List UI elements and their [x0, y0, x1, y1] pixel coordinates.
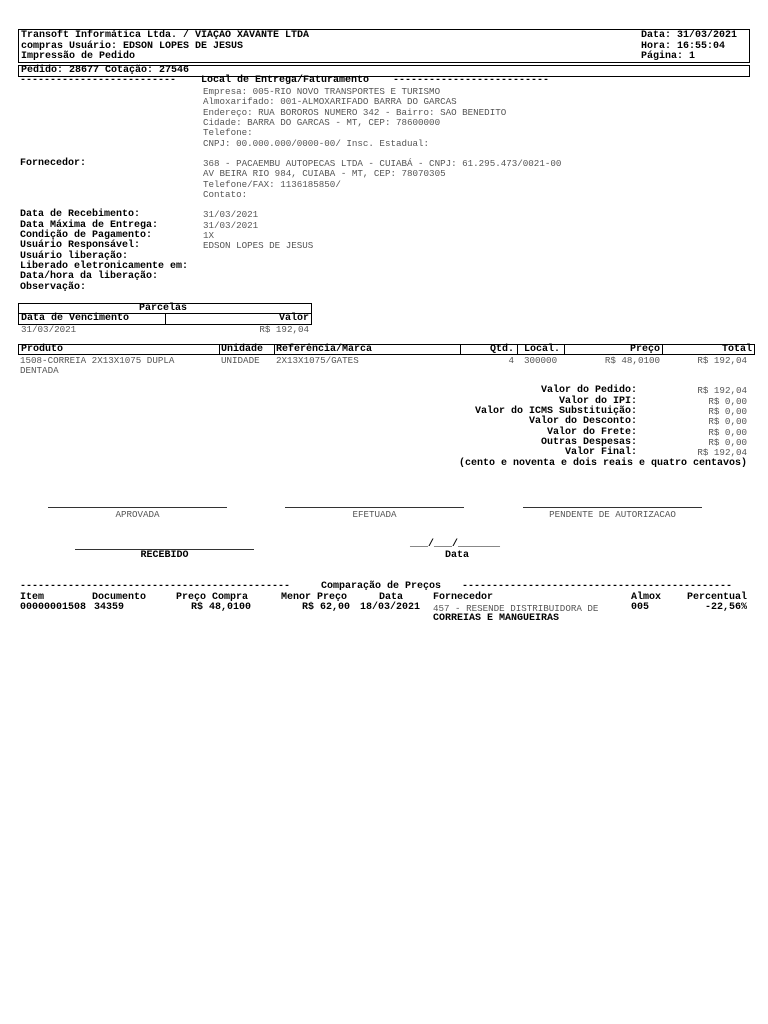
cmp-documento: 34359 — [94, 602, 125, 613]
valor-pedido-label: Valor do Pedido: — [540, 385, 637, 396]
product-unidade: UNIDADE — [221, 355, 260, 366]
cmp-item: 00000001508 — [20, 602, 87, 613]
cmp-menor-preco: R$ 62,00 — [301, 602, 350, 613]
responsavel-value: EDSON LOPES DE JESUS — [203, 240, 314, 251]
valor-extenso: (cento e noventa e dois reais e quatro centavos) — [458, 458, 747, 469]
cmp-col-menor-preco: Menor Preço — [281, 592, 348, 603]
parcela-valor: R$ 192,04 — [259, 324, 309, 335]
cmp-col-data: Data — [379, 592, 404, 603]
product-total: R$ 192,04 — [697, 355, 747, 366]
label-pendente: PENDENTE DE AUTORIZACAO — [549, 509, 676, 520]
icms-value: R$ 0,00 — [708, 406, 747, 417]
signature-line-pendente — [523, 507, 702, 508]
product-name-line2: DENTADA — [20, 365, 59, 376]
col-referencia: Referência/Marca — [276, 344, 373, 355]
frete-label: Valor do Frete: — [546, 427, 637, 438]
delivery-almoxarifado: Almoxarifado: 001-ALMOXARIFADO BARRA DO GARCAS — [203, 96, 457, 107]
cmp-fornecedor-line1: 457 - RESENDE DISTRIBUIDORA DE — [433, 603, 599, 614]
col-produto: Produto — [21, 344, 64, 355]
delivery-cidade: Cidade: BARRA DO GARCAS - MT, CEP: 78600000 — [203, 117, 441, 128]
cmp-col-documento: Documento — [92, 592, 147, 603]
date-blank: ___/___/_______ — [410, 539, 501, 550]
cmp-col-almox: Almox — [631, 592, 662, 603]
parcela-vencimento: 31/03/2021 — [21, 324, 77, 335]
delivery-dashes-right: -------------------------- — [393, 75, 550, 86]
delivery-cnpj: CNPJ: 00.000.000/0000-00/ Insc. Estadual: — [203, 138, 430, 149]
max-entrega-label: Data Máxima de Entrega: — [20, 220, 159, 231]
desconto-value: R$ 0,00 — [708, 416, 747, 427]
label-aprovada: APROVADA — [115, 509, 160, 520]
desconto-label: Valor do Desconto: — [528, 416, 637, 427]
cmp-data: 18/03/2021 — [360, 602, 421, 613]
report-date: Data: 31/03/2021 — [641, 30, 738, 41]
parcelas-title: Parcelas — [139, 303, 188, 314]
label-data: Data — [444, 550, 469, 561]
cmp-percentual: -22,56% — [704, 602, 747, 613]
supplier-line3: Telefone/FAX: 1136185850/ — [203, 179, 341, 190]
col-total: Total — [721, 344, 752, 355]
report-title: Impressão de Pedido — [21, 51, 136, 62]
pagamento-label: Condição de Pagamento: — [20, 230, 153, 241]
liberado-label: Liberado eletronicamente em: — [20, 261, 189, 272]
col-qtd: Qtd. — [489, 344, 514, 355]
delivery-section-title: Local de Entrega/Faturamento — [201, 75, 370, 86]
recebimento-label: Data de Recebimento: — [20, 209, 141, 220]
signature-line-aprovada — [48, 507, 227, 508]
col-unidade: Unidade — [221, 344, 264, 355]
recebimento-value: 31/03/2021 — [203, 209, 259, 220]
ipi-label: Valor do IPI: — [558, 396, 637, 407]
label-recebido: RECEBIDO — [140, 550, 189, 561]
product-name-line1: 1508-CORREIA 2X13X1075 DUPLA — [20, 355, 175, 366]
report-time: Hora: 16:55:04 — [641, 41, 726, 52]
responsavel-label: Usuário Responsável: — [20, 240, 141, 251]
product-qtd: 4 — [508, 355, 514, 366]
order-id: Pedido: 28677 Cotação: 27546 — [21, 65, 190, 76]
supplier-line2: AV BEIRA RIO 984, CUIABA - MT, CEP: 78070305 — [203, 168, 446, 179]
ipi-value: R$ 0,00 — [708, 396, 747, 407]
final-value: R$ 192,04 — [697, 447, 747, 458]
comparison-dashes-left: --------------------------------------------- — [20, 581, 291, 592]
observacao-label: Observação: — [20, 282, 87, 293]
cmp-col-preco-compra: Preço Compra — [176, 592, 249, 603]
supplier-line4: Contato: — [203, 189, 248, 200]
outras-label: Outras Despesas: — [540, 437, 637, 448]
comparison-dashes-right: --------------------------------------------- — [462, 581, 733, 592]
pagamento-value: 1X — [203, 230, 215, 241]
col-preco: Preço — [629, 344, 660, 355]
cmp-col-item: Item — [20, 592, 45, 603]
delivery-empresa: Empresa: 005-RIO NOVO TRANSPORTES E TURISMO — [203, 86, 441, 97]
parcelas-col-vencimento: Data de Vencimento — [21, 313, 130, 324]
max-entrega-value: 31/03/2021 — [203, 220, 259, 231]
delivery-dashes-left: -------------------------- — [20, 75, 177, 86]
supplier-label: Fornecedor: — [20, 158, 87, 169]
col-local: Local. — [524, 344, 561, 355]
user-line: compras Usuário: EDSON LOPES DE JESUS — [21, 41, 244, 52]
product-referencia: 2X13X1075/GATES — [276, 355, 359, 366]
frete-value: R$ 0,00 — [708, 427, 747, 438]
supplier-line1: 368 - PACAEMBU AUTOPECAS LTDA - CUIABÁ - CNPJ: 61.295.473/0021-00 — [203, 158, 562, 169]
product-preco: R$ 48,0100 — [604, 355, 660, 366]
cmp-col-fornecedor: Fornecedor — [433, 592, 494, 603]
delivery-telefone: Telefone: — [203, 127, 253, 138]
cmp-preco-compra: R$ 48,0100 — [190, 602, 251, 613]
product-local: 300000 — [524, 355, 558, 366]
parcelas-col-valor: Valor — [278, 313, 309, 324]
data-liberacao-label: Data/hora da liberação: — [20, 271, 159, 282]
final-label: Valor Final: — [564, 447, 637, 458]
label-efetuada: EFETUADA — [352, 509, 397, 520]
cmp-almox: 005 — [631, 602, 650, 613]
signature-line-efetuada — [285, 507, 464, 508]
cmp-fornecedor-line2: CORREIAS E MANGUEIRAS — [433, 613, 560, 624]
valor-pedido-value: R$ 192,04 — [697, 385, 747, 396]
page-number: Página: 1 — [641, 51, 696, 62]
outras-value: R$ 0,00 — [708, 437, 747, 448]
company-name: Transoft Informática Ltda. / VIAÇAO XAVANTE LTDA — [21, 30, 310, 41]
liberacao-label: Usuário liberação: — [20, 251, 129, 262]
cmp-col-percentual: Percentual — [686, 592, 747, 603]
comparison-title: Comparação de Preços — [321, 581, 442, 592]
delivery-endereco: Endereço: RUA BOROROS NUMERO 342 - Bairro: SAO BENEDITO — [203, 107, 507, 118]
icms-label: Valor do ICMS Substituição: — [474, 406, 637, 417]
